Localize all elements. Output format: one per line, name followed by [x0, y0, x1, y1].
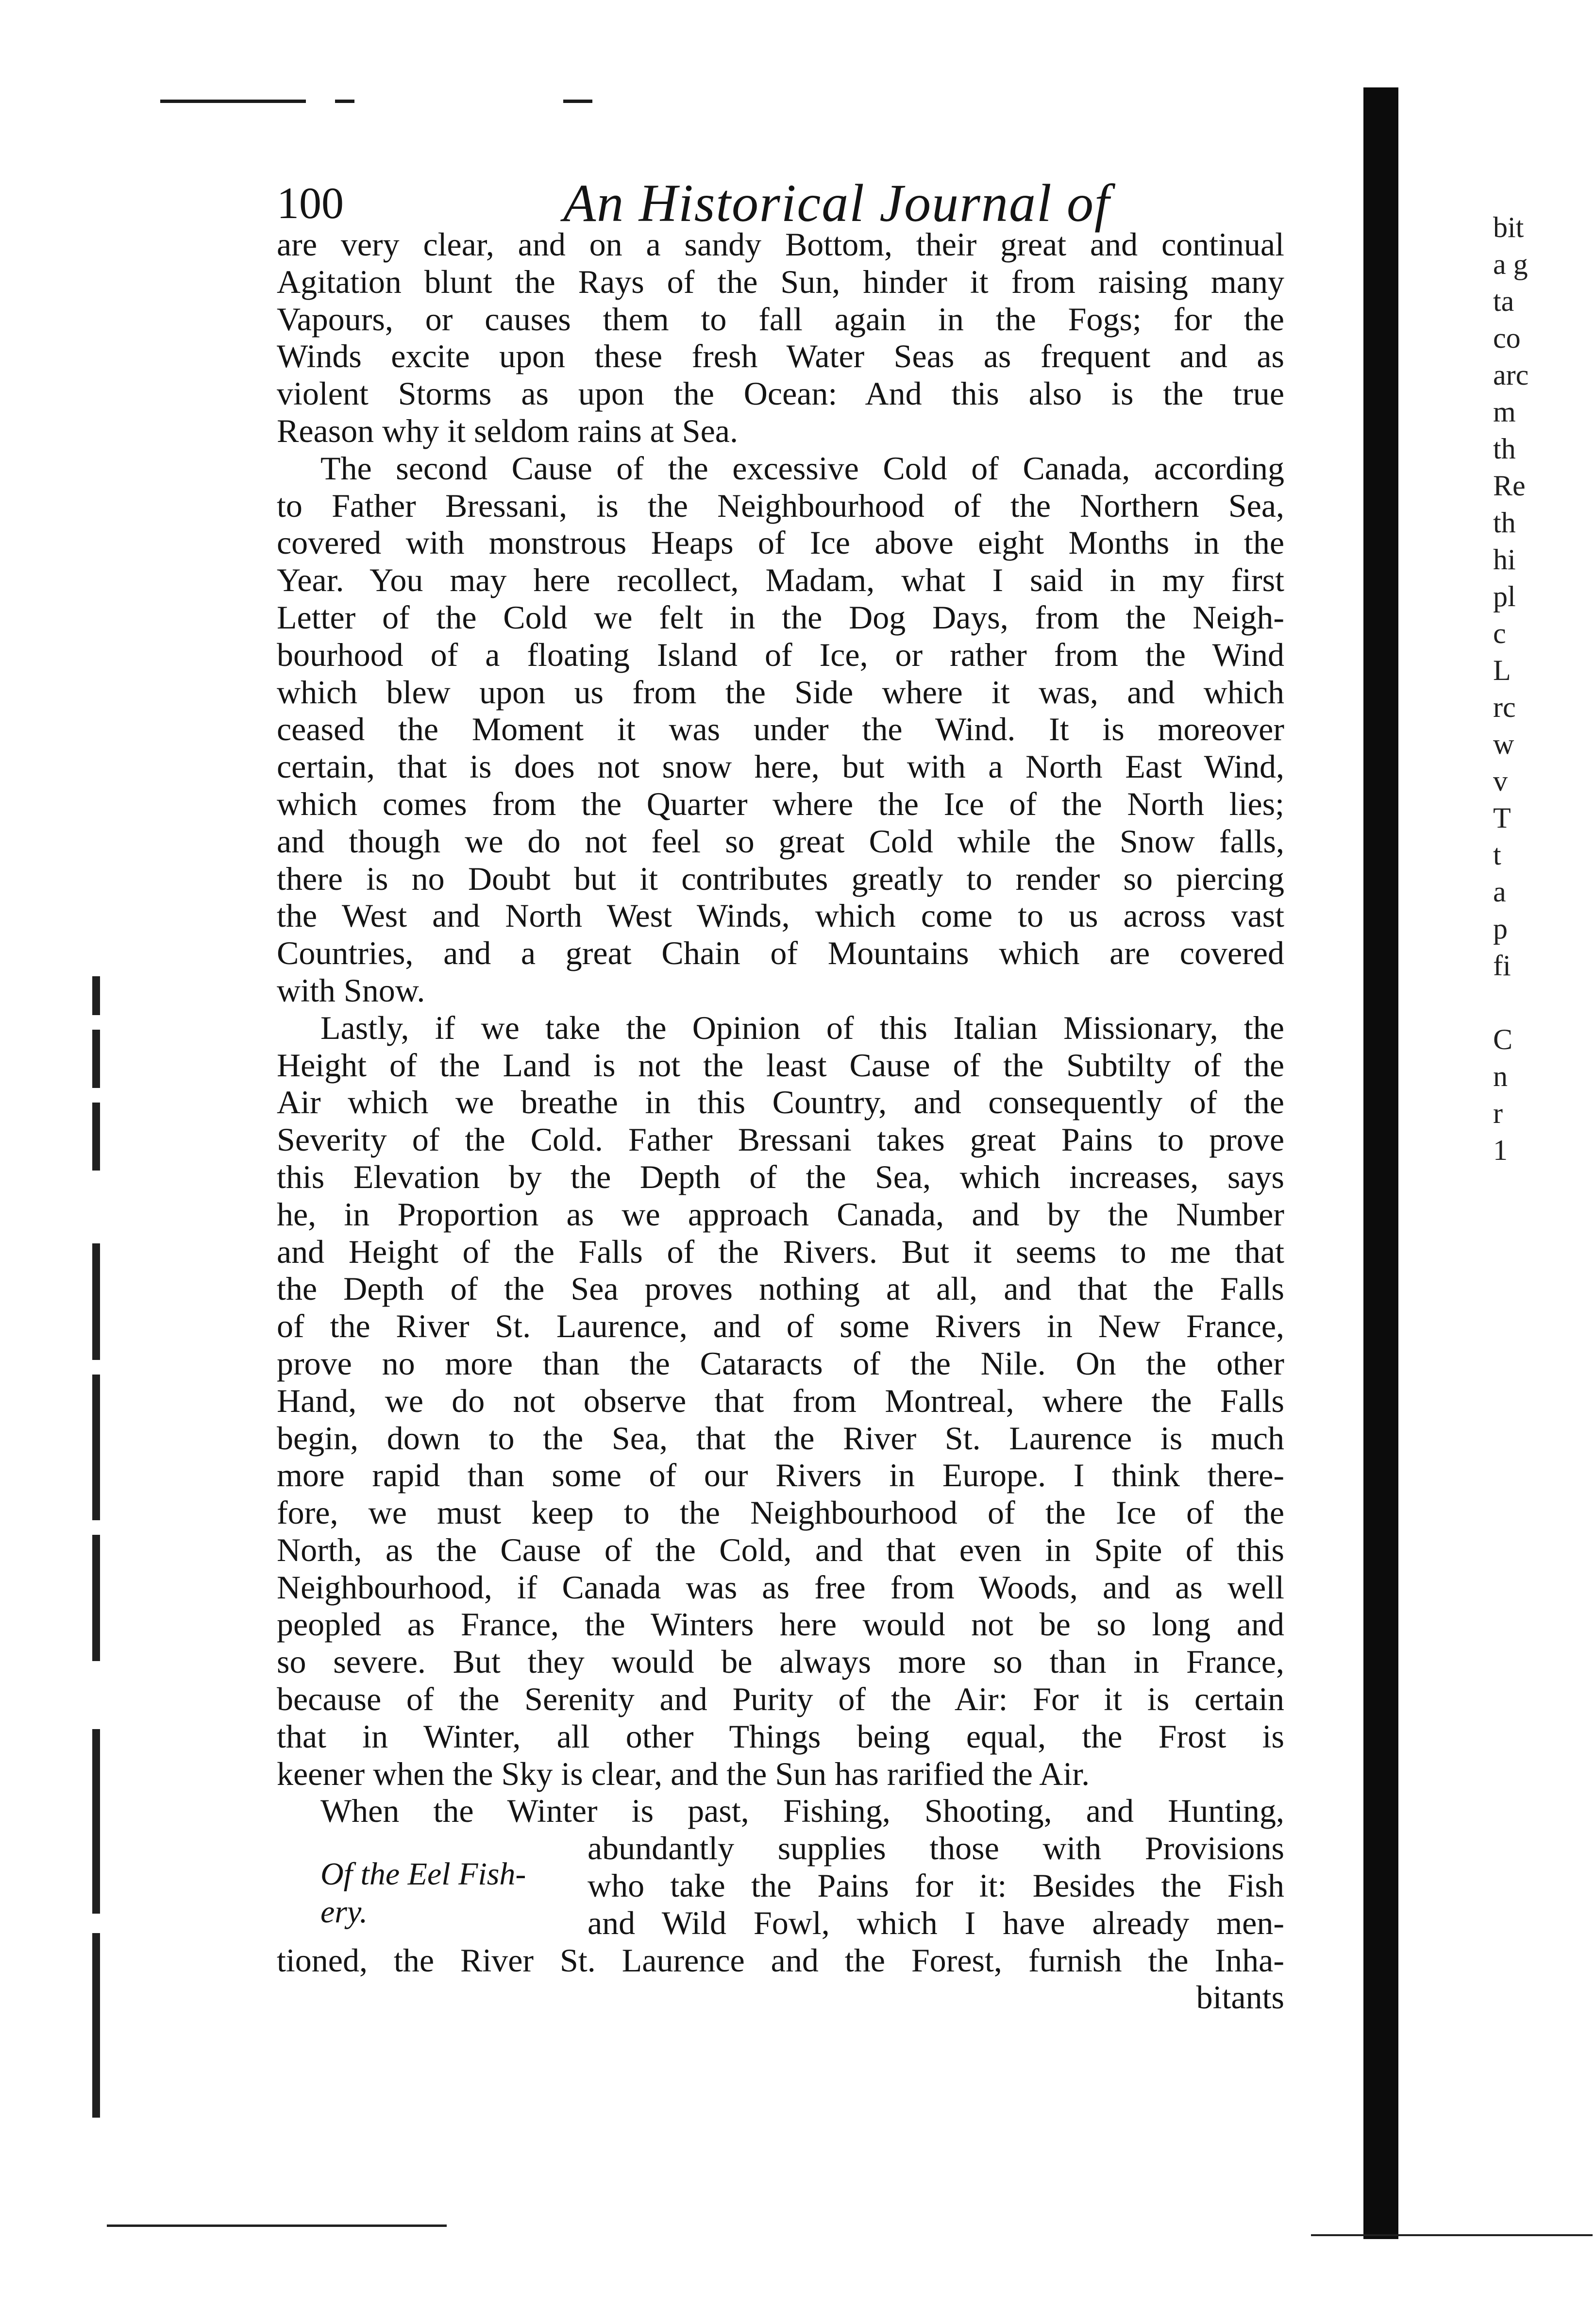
text-line: covered with monstrous Heaps of Ice above eight Months in the	[277, 524, 1284, 561]
text-line: Height of the Land is not the least Cause of the Subtilty of the	[277, 1046, 1284, 1084]
scan-mark-left-5	[92, 1375, 100, 1520]
text-line: he, in Proportion as we approach Canada, and by the Number	[277, 1195, 1284, 1233]
marginal-note-line: Of the Eel Fish-	[320, 1856, 526, 1892]
text-line: Countries, and a great Chain of Mountains which are covered	[277, 934, 1284, 972]
edge-fragment: p	[1493, 913, 1508, 945]
edge-fragment: t	[1493, 839, 1501, 871]
text-line: so severe. But they would be always more so than in France,	[277, 1643, 1284, 1681]
edge-fragment: n	[1493, 1060, 1508, 1092]
text-line: more rapid than some of our Rivers in Europe. I think there-	[277, 1457, 1284, 1494]
catchword: bitants	[1196, 1979, 1284, 2016]
text-line: this Elevation by the Depth of the Sea, which increases, says	[277, 1158, 1284, 1195]
edge-fragment: a	[1493, 876, 1506, 908]
top-rule-right	[563, 100, 592, 103]
text-line: Hand, we do not observe that from Montreal, where the Falls	[277, 1382, 1284, 1419]
text-line: abundantly supplies those with Provisions	[588, 1830, 1284, 1867]
text-line: the Depth of the Sea proves nothing at all, and that the Falls	[277, 1270, 1284, 1307]
text-line: bourhood of a floating Island of Ice, or rather from the Wind	[277, 636, 1284, 673]
text-line: and Wild Fowl, which I have already men-	[588, 1904, 1284, 1941]
edge-fragment: v	[1493, 765, 1508, 797]
edge-fragment: fi	[1493, 950, 1511, 982]
binding-gutter-shadow	[1363, 87, 1398, 2239]
top-rule-mid	[335, 100, 354, 103]
bottom-rule	[107, 2224, 447, 2227]
text-line: tioned, the River St. Laurence and the Forest, furnish the Inha-	[277, 1941, 1284, 1979]
scan-mark-left-4	[92, 1243, 100, 1360]
text-line: because of the Serenity and Purity of the Air: For it is certain	[277, 1681, 1284, 1718]
top-rule-left	[160, 100, 306, 103]
text-line: keener when the Sky is clear, and the Sun has rarified the Air.	[277, 1755, 1090, 1792]
text-line: there is no Doubt but it contributes greatly to render so piercing	[277, 860, 1284, 897]
edge-fragment: pl	[1493, 580, 1516, 612]
edge-fragment: rc	[1493, 691, 1516, 723]
scan-mark-left-1	[92, 976, 100, 1015]
text-line: Winds excite upon these fresh Water Seas as frequent and as	[277, 338, 1284, 375]
edge-fragment: co	[1493, 322, 1521, 354]
scan-mark-left-8	[92, 1933, 100, 2118]
text-line: which blew upon us from the Side where it was, and which	[277, 673, 1284, 711]
edge-fragment: m	[1493, 396, 1516, 428]
edge-fragment: L	[1493, 654, 1511, 686]
text-line: certain, that is does not snow here, but with a North East Wind,	[277, 748, 1284, 785]
scan-mark-left-3	[92, 1103, 100, 1171]
text-line: who take the Pains for it: Besides the Fish	[588, 1867, 1284, 1904]
text-line: Lastly, if we take the Opinion of this Italian Missionary, the	[320, 1009, 1284, 1046]
text-line: Reason why it seldom rains at Sea.	[277, 412, 738, 449]
text-line: North, as the Cause of the Cold, and that even in Spite of this	[277, 1531, 1284, 1568]
edge-fragment: Re	[1493, 470, 1526, 502]
edge-fragment: arc	[1493, 359, 1529, 391]
text-line: Air which we breathe in this Country, and consequently of the	[277, 1084, 1284, 1121]
page-number: 100	[277, 178, 344, 228]
edge-fragment: w	[1493, 728, 1514, 760]
edge-fragment: a g	[1493, 248, 1528, 280]
text-line: the West and North West Winds, which come to us across vast	[277, 897, 1284, 934]
edge-fragment: th	[1493, 507, 1516, 539]
page-header	[272, 172, 1292, 231]
edge-fragment: th	[1493, 433, 1516, 465]
text-line: fore, we must keep to the Neighbourhood of the Ice of the	[277, 1494, 1284, 1531]
text-line: begin, down to the Sea, that the River St. Laurence is much	[277, 1419, 1284, 1457]
edge-fragment: ta	[1493, 285, 1514, 317]
scan-mark-left-2	[92, 1030, 100, 1088]
text-line: prove no more than the Cataracts of the Nile. On the other	[277, 1344, 1284, 1382]
marginal-note-line: ery.	[320, 1894, 368, 1930]
text-line: that in Winter, all other Things being equal, the Frost is	[277, 1717, 1284, 1755]
bottom-right-rule	[1311, 2234, 1593, 2236]
text-line: violent Storms as upon the Ocean: And this also is the true	[277, 375, 1284, 412]
edge-fragment: T	[1493, 802, 1511, 834]
text-line: Severity of the Cold. Father Bressani takes great Pains to prove	[277, 1121, 1284, 1158]
text-line: When the Winter is past, Fishing, Shooting, and Hunting,	[320, 1792, 1284, 1830]
running-title: An Historical Journal of	[563, 173, 1110, 233]
facing-page-edge	[1493, 209, 1561, 1169]
text-line: Neighbourhood, if Canada was as free from Woods, and as well	[277, 1568, 1284, 1606]
edge-fragment: c	[1493, 617, 1506, 649]
marginal-note	[320, 1855, 526, 1931]
edge-fragment: bit	[1493, 211, 1524, 243]
text-line: of the River St. Laurence, and of some Rivers in New France,	[277, 1307, 1284, 1345]
text-line: to Father Bressani, is the Neighbourhood of the Northern Sea,	[277, 487, 1284, 524]
text-line: are very clear, and on a sandy Bottom, their great and continual	[277, 226, 1284, 263]
scan-mark-left-6	[92, 1535, 100, 1661]
text-line: which comes from the Quarter where the Ice of the North lies;	[277, 785, 1284, 822]
text-line: Year. You may here recollect, Madam, what I said in my first	[277, 561, 1284, 599]
edge-fragment: C	[1493, 1023, 1513, 1055]
text-line: and though we do not feel so great Cold while the Snow falls,	[277, 822, 1284, 860]
text-line: Letter of the Cold we felt in the Dog Days, from the Neigh-	[277, 598, 1284, 636]
text-line: Agitation blunt the Rays of the Sun, hinder it from raising many	[277, 263, 1284, 300]
scan-mark-left-7	[92, 1729, 100, 1914]
text-line: with Snow.	[277, 971, 425, 1009]
edge-fragment: hi	[1493, 543, 1516, 576]
text-line: ceased the Moment it was under the Wind. It is moreover	[277, 711, 1284, 748]
body-text	[277, 226, 1284, 2016]
edge-fragment: 1	[1493, 1134, 1508, 1166]
text-line: The second Cause of the excessive Cold of Canada, according	[320, 449, 1284, 487]
text-line: and Height of the Falls of the Rivers. But it seems to me that	[277, 1233, 1284, 1270]
text-line: Vapours, or causes them to fall again in the Fogs; for the	[277, 300, 1284, 338]
edge-fragment: r	[1493, 1097, 1503, 1129]
text-line: peopled as France, the Winters here would not be so long and	[277, 1606, 1284, 1643]
